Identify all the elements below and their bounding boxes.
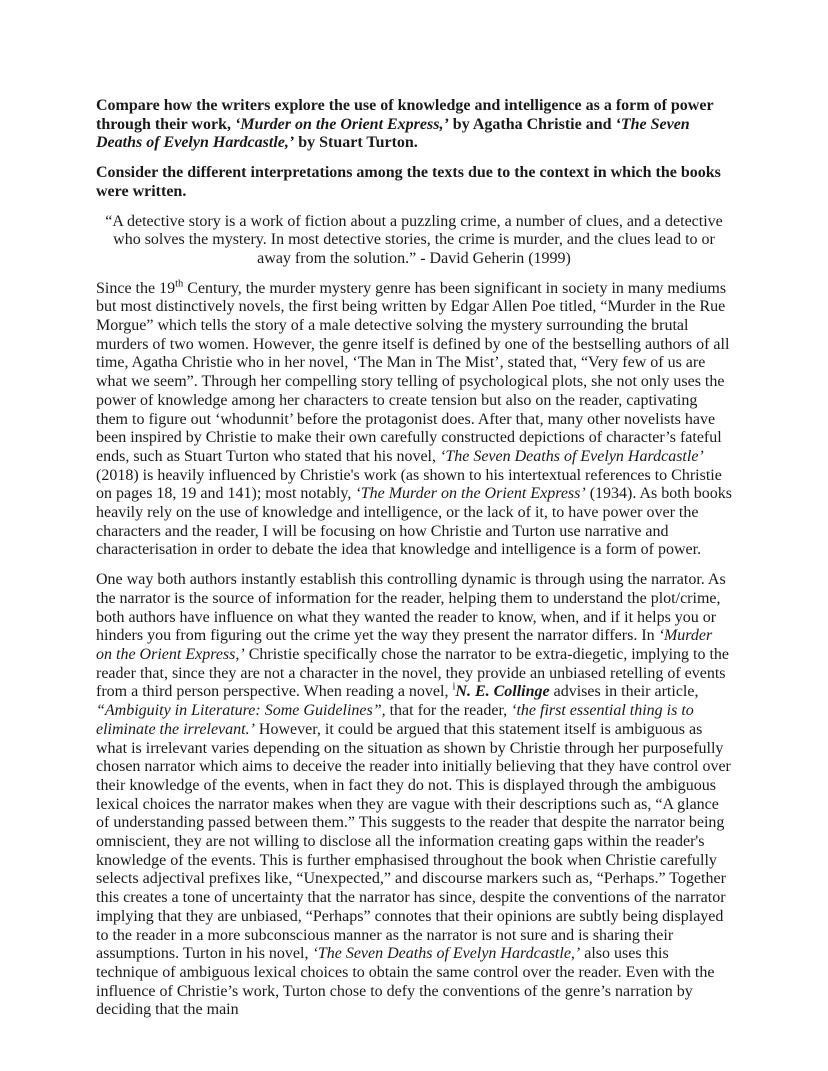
text-run: Consider the different interpretations among the texts due to the context in which the books were written.	[96, 164, 721, 200]
text-run: Century, the murder mystery genre has been significant in society in many mediums but most distinctively novels, the first being written by Edgar Allen Poe titled, “Murder in the Rue Morgue” which tells the story of a male detective solving the mystery surrounding the brutal murders of two women. However, the genre itself is defined by one of the bestselling authors of all time, Agatha Christie who in her novel, ‘The Man in The Mist’, stated that, “Very few of us are what we seem”. Through her compelling story telling of psychological plots, she not only uses the power of knowledge among her characters to create tension but also on the reader, captivating them to figure out ‘whodunnit’ before the protagonist does. After that, many other novelists have been inspired by Christie to make their own carefully constructed depictions of character’s fateful ends, such as Stuart Turton who stated that his novel,	[96, 279, 730, 465]
text-run: ‘The Seven Deaths of Evelyn Hardcastle,’	[312, 945, 581, 963]
text-run: th	[175, 278, 184, 290]
text-run: (2018) is heavily influenced by Christie's work (as shown to his intertextual references to Christie on pages 18, 19 and 141); most notably,	[96, 466, 722, 503]
essay-content	[96, 97, 732, 1031]
text-run: “Ambiguity in Literature: Some Guidelines”	[96, 702, 382, 720]
body-paragraph-2	[96, 571, 732, 1020]
text-run: However, it could be argued that this statement itself is ambiguous as what is irrelevant varies depending on the situation as shown by Christie through her purposefully chosen narrator which aims to deceive the reader into initially believing that they have control over their knowledge of the events, when in fact they do not. This is displayed through the ambiguous lexical choices the narrator makes when they are vague with their descriptions such as, “A glance of understanding passed between them.” This suggests to the reader that despite the narrator being omniscient, they are not willing to disclose all the information creating gaps within the reader's knowledge of the events. This is further emphasised throughout the book when Christie carefully selects adjectival prefixes like, “Unexpected,” and discourse markers such as, “Perhaps.” Together this creates a tone of uncertainty that the narrator has since, despite the conventions of the narrator implying that they are unbiased, “Perhaps” connotes that their opinions are subtly being displayed to the reader in a more subconscious manner as the narrator is not sure and is sharing their assumptions. Turton in his novel,	[96, 720, 731, 963]
text-run: i	[452, 682, 456, 694]
text-run: by Agatha Christie and	[448, 115, 616, 133]
text-run: ‘the first essential thing is to eliminate the irrelevant.’	[96, 702, 694, 738]
essay-question-consider	[96, 164, 732, 201]
text-run: N. E. Collinge	[455, 683, 550, 701]
text-run: ‘Murder on the Orient Express,’	[96, 627, 713, 663]
text-run: Since the 19	[96, 279, 176, 297]
epigraph-quote	[96, 213, 732, 269]
text-run: ‘The Murder on the Orient Express’	[355, 485, 586, 503]
text-run: “A detective story is a work of fiction about a puzzling crime, a number of clues, and a detective who solves the mystery. In most detective stories, the crime is murder, and the clues lead to or away from the solution.” - David Geherin (1999)	[105, 212, 723, 267]
text-run: One way both authors instantly establish this controlling dynamic is through using the narrator. As the narrator is the source of information for the reader, helping them to understand the plot/crime, both authors have influence on what they wanted the reader to know, when, and if it helps you or hinders you from figuring out the crime yet the way they present the narrator differs. In	[96, 571, 726, 645]
text-run: advises in their article,	[549, 683, 699, 701]
text-run: Christie specifically chose the narrator to be extra-diegetic, implying to the reader that, since they are not a character in the novel, they provide an unbiased retelling of events from a third person perspective. When reading a novel,	[96, 645, 729, 701]
text-run: , that for the reader,	[381, 702, 512, 720]
text-run: ‘The Seven Deaths of Evelyn Hardcastle,’	[96, 115, 690, 152]
text-run: also uses this technique of ambiguous lexical choices to obtain the same control over the reader. Even with the influence of Christie’s work, Turton chose to defy the conventions of the genre’s narration by deciding that the main	[96, 945, 715, 1019]
text-run: (1934). As both books heavily rely on the use of knowledge and intelligence, or the lack of it, to have power over the characters and the reader, I will be focusing on how Christie and Turton use narrative and characterisation in order to debate the idea that knowledge and intelligence is a form of power.	[96, 485, 732, 559]
text-run: ‘The Seven Deaths of Evelyn Hardcastle’	[439, 447, 704, 465]
text-run: ‘Murder on the Orient Express,’	[234, 115, 449, 133]
text-run: by Stuart Turton.	[294, 134, 418, 152]
essay-question-title	[96, 97, 732, 153]
body-paragraph-1	[96, 280, 732, 561]
text-run: Compare how the writers explore the use of knowledge and intelligence as a form of power through their work,	[96, 97, 714, 133]
